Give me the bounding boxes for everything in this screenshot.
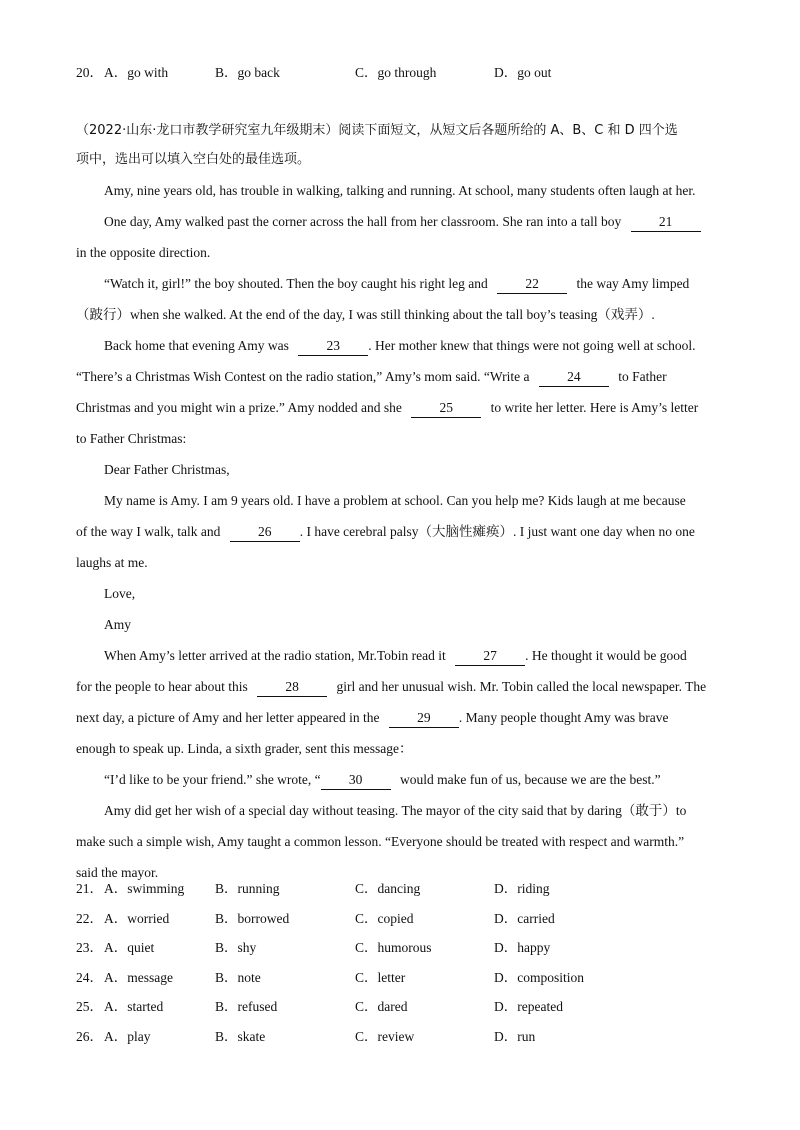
- option-b: B．go back: [215, 65, 280, 80]
- reading-passage: [76, 115, 724, 888]
- option-d: D．repeated: [494, 999, 563, 1015]
- option-d: D．run: [494, 1029, 536, 1044]
- paragraph-6-line-2: for the people to hear about this 28 girl and her unusual wish. Mr. Tobin called the local newspaper. The: [76, 671, 724, 702]
- option-b: B．refused: [215, 999, 278, 1015]
- option-c: C．review: [355, 1029, 415, 1044]
- paragraph-8-line-3: said the mayor.: [76, 865, 159, 880]
- option-c: C．copied: [355, 910, 414, 926]
- question-number: 24．: [76, 969, 103, 985]
- paragraph-8-line-2: make such a simple wish, Amy taught a common lesson. “Everyone should be treated with respect and warmth.”: [76, 834, 685, 849]
- paragraph-2-line-2: in the opposite direction.: [76, 245, 211, 260]
- option-c: C．humorous: [355, 940, 432, 956]
- option-c: C．letter: [355, 969, 406, 985]
- option-b: B．shy: [215, 940, 257, 956]
- source-line-2: 项中，选出可以填入空白处的最佳选项。: [76, 152, 311, 167]
- blank-29: 29: [389, 709, 459, 728]
- option-c: C．dared: [355, 999, 408, 1015]
- letter-salutation: Dear Father Christmas,: [104, 462, 230, 477]
- blank-21: 21: [631, 213, 701, 232]
- paragraph-6-line-3: next day, a picture of Amy and her letter appeared in the 29 . Many people thought Amy was brave: [76, 702, 724, 733]
- paragraph-6-line-1: When Amy’s letter arrived at the radio station, Mr.Tobin read it 27 . He thought it would be good: [76, 640, 724, 671]
- blank-23: 23: [298, 337, 368, 356]
- question-number: 22．: [76, 910, 103, 926]
- source-line-1: （2022·山东·龙口市教学研究室九年级期末）阅读下面短文，从短文后各题所给的 A、B、C 和 D 四个选: [76, 123, 678, 138]
- paragraph-3-line-1: “Watch it, girl!” the boy shouted. Then the boy caught his right leg and 22 the way Amy limped: [76, 268, 724, 299]
- option-d: D．happy: [494, 940, 551, 956]
- blank-28: 28: [257, 678, 327, 697]
- paragraph-2-line-1: One day, Amy walked past the corner across the hall from her classroom. She ran into a tall boy 21: [76, 206, 724, 237]
- option-a: A．play: [104, 1029, 151, 1044]
- question-number: 21．: [76, 881, 103, 896]
- letter-closing: Love,: [104, 586, 136, 601]
- option-a: A．worried: [104, 910, 170, 926]
- paragraph-7: “I’d like to be your friend.” she wrote, “ 30 would make fun of us, because we are the best.”: [76, 764, 724, 795]
- question-number: 25．: [76, 999, 103, 1015]
- option-d: D．go out: [494, 65, 552, 80]
- paragraph-4-line-3: Christmas and you might win a prize.” Amy nodded and she 25 to write her letter. Here is Amy’s letter: [76, 392, 724, 423]
- option-b: B．borrowed: [215, 910, 290, 926]
- letter-signature: Amy: [104, 617, 131, 632]
- option-a: A．started: [104, 999, 164, 1015]
- blank-24: 24: [539, 368, 609, 387]
- blank-27: 27: [455, 647, 525, 666]
- question-number: 23．: [76, 940, 103, 956]
- letter-line-3: laughs at me.: [76, 555, 148, 570]
- question-number: 26．: [76, 1029, 103, 1044]
- blank-25: 25: [411, 399, 481, 418]
- paragraph-8-line-1: Amy did get her wish of a special day without teasing. The mayor of the city said that by daring（敢于）to: [104, 803, 687, 818]
- paragraph-4-line-2: “There’s a Christmas Wish Contest on the radio station,” Amy’s mom said. “Write a 24 to Father: [76, 361, 724, 392]
- blank-26: 26: [230, 523, 300, 542]
- letter-line-1: My name is Amy. I am 9 years old. I have a problem at school. Can you help me? Kids laugh at me because: [104, 493, 686, 508]
- letter-line-2: of the way I walk, talk and 26 . I have cerebral palsy（大脑性瘫痪）. I just want one day when no one: [76, 516, 724, 547]
- option-b: B．running: [215, 881, 280, 896]
- option-b: B．skate: [215, 1029, 266, 1044]
- option-a: A．message: [104, 969, 173, 985]
- option-a: A．go with: [104, 65, 169, 80]
- option-d: D．carried: [494, 910, 555, 926]
- paragraph-4-line-1: Back home that evening Amy was 23 . Her mother knew that things were not going well at school.: [76, 330, 724, 361]
- question-number: 20．: [76, 65, 103, 80]
- blank-30: 30: [321, 771, 391, 790]
- option-d: D．riding: [494, 881, 550, 896]
- paragraph-1: Amy, nine years old, has trouble in walking, talking and running. At school, many students often laugh at her.: [104, 183, 696, 198]
- option-c: C．go through: [355, 65, 437, 80]
- option-a: A．swimming: [104, 881, 185, 896]
- option-c: C．dancing: [355, 881, 421, 896]
- paragraph-3-line-2: （跛行）when she walked. At the end of the day, I was still thinking about the tall boy’s teasing（戏弄）.: [76, 307, 655, 322]
- paragraph-4-line-4: to Father Christmas:: [76, 431, 187, 446]
- option-a: A．quiet: [104, 940, 155, 956]
- option-d: D．composition: [494, 969, 584, 985]
- option-b: B．note: [215, 969, 261, 985]
- paragraph-6-line-4: enough to speak up. Linda, a sixth grader, sent this message：: [76, 741, 413, 756]
- blank-22: 22: [497, 275, 567, 294]
